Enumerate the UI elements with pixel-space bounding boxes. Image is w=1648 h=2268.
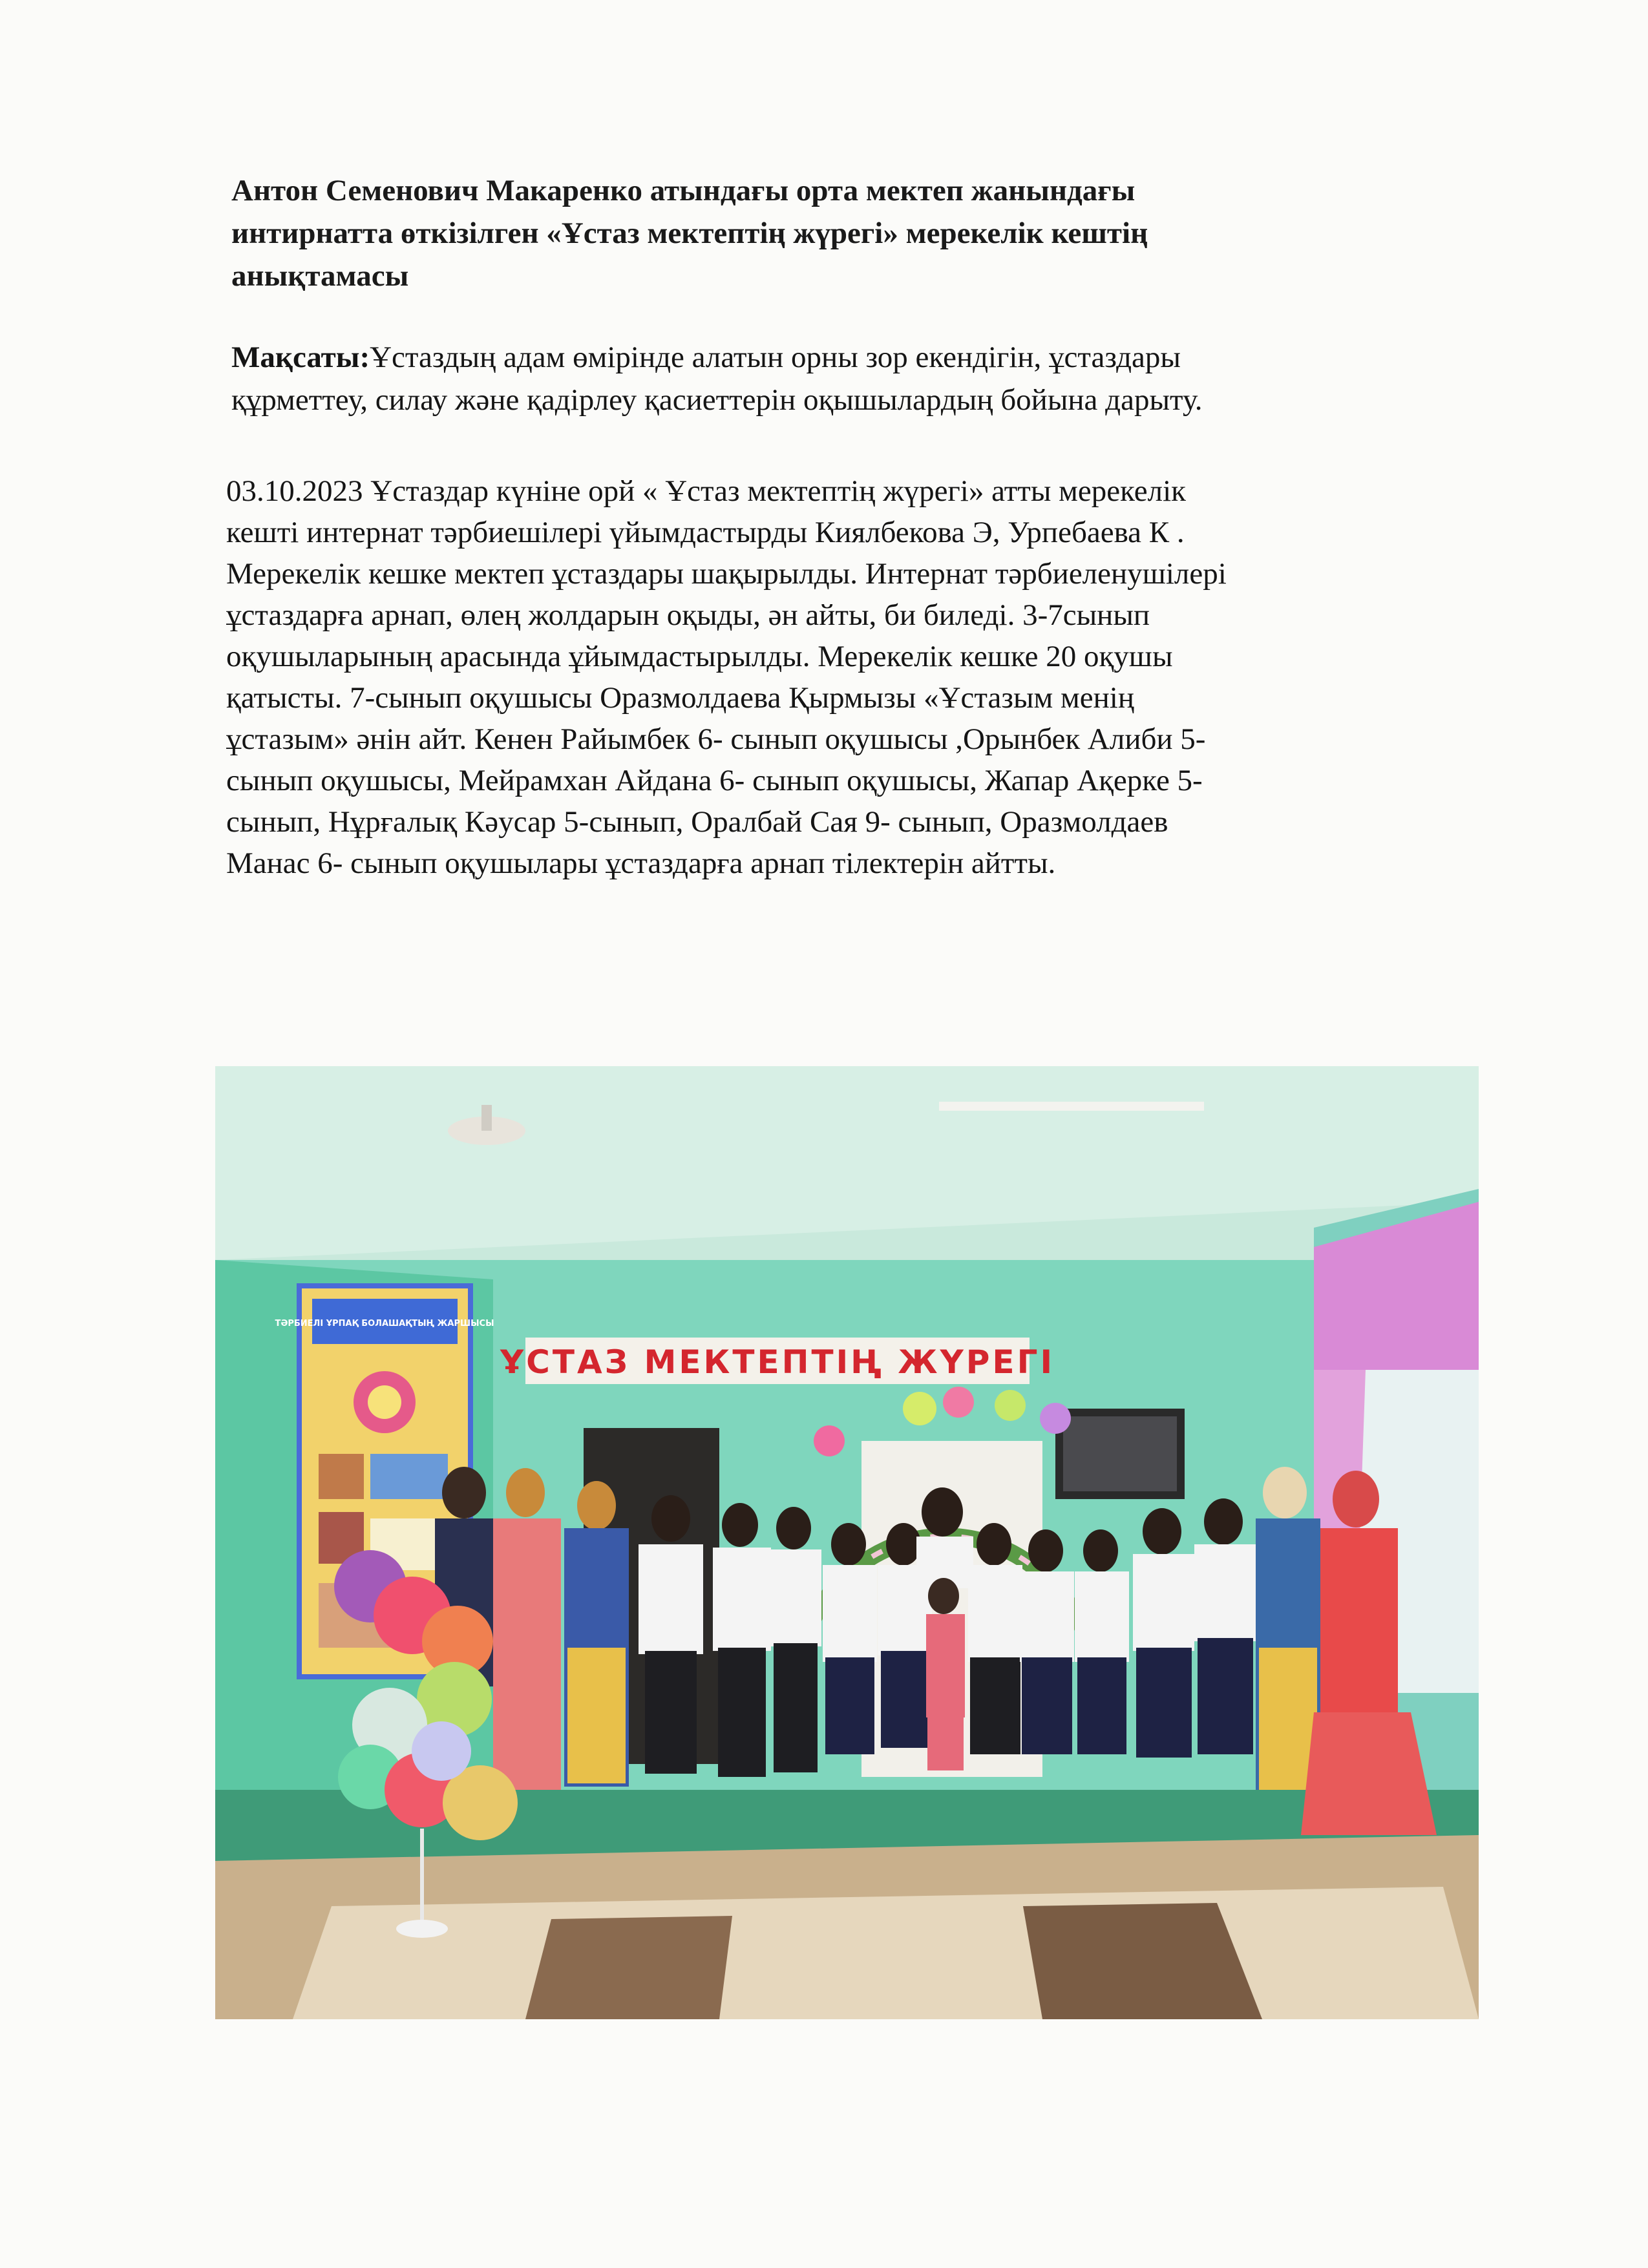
body-line-9: сынып, Нұрғалық Кәусар 5-сынып, Оралбай Сая 9- сынып, Оразмолдаев (226, 805, 1168, 839)
body-line-3: Мерекелік кешке мектеп ұстаздары шақырылды. Интернат тәрбиеленушілері (226, 557, 1227, 591)
title-line-1: Антон Семенович Макаренко атындағы орта мектеп жанындағы (231, 174, 1136, 207)
photo-banner-text: ҰСТАЗ МЕКТЕПТІҢ ЖҮРЕГІ (500, 1343, 1055, 1381)
report-body (226, 470, 1480, 884)
body-line-5: оқушыларының арасында ұйымдастырылды. Мерекелік кешке 20 оқушы (226, 640, 1173, 673)
document-title (231, 169, 1459, 297)
goal-paragraph (231, 336, 1472, 421)
goal-label: Мақсаты: (231, 341, 370, 374)
title-line-2: интирнатта өткізілген «Ұстаз мектептің жүрегі» мерекелік кештің (231, 216, 1148, 250)
goal-line-2: құрметтеу, силау және қадірлеу қасиеттерін оқышылардың бойына дарыту. (231, 383, 1203, 417)
body-line-4: ұстаздарға арнап, өлең жолдарын оқыды, ән айты, би биледі. 3-7сынып (226, 598, 1150, 632)
body-line-7: ұстазым» әнін айт. Кенен Райымбек 6- сынып оқушысы ,Орынбек Алиби 5- (226, 722, 1206, 756)
body-line-2: кешті интернат тәрбиешілері үйымдастырды Киялбекова Э, Урпебаева К . (226, 516, 1185, 549)
title-line-3: анықтамасы (231, 259, 409, 293)
body-line-10: Манас 6- сынып оқушылары ұстаздарға арнап тілектерін айтты. (226, 846, 1056, 880)
body-line-6: қатысты. 7-сынып оқушысы Оразмолдаева Қырмызы «Ұстазым менің (226, 681, 1134, 715)
goal-line-1: Ұстаздың адам өмірінде алатын орны зор екендігін, ұстаздары (370, 341, 1181, 374)
poster-heading: ТӘРБИЕЛІ ҰРПАҚ БОЛАШАҚТЫҢ ЖАРШЫСЫ (275, 1319, 494, 1328)
event-photo (215, 1066, 1479, 2019)
body-line-1: 03.10.2023 Ұстаздар күніне орй « Ұстаз мектептің жүрегі» атты мерекелік (226, 474, 1186, 508)
body-line-8: сынып оқушысы, Мейрамхан Айдана 6- сынып оқушысы, Жапар Ақерке 5- (226, 764, 1203, 797)
